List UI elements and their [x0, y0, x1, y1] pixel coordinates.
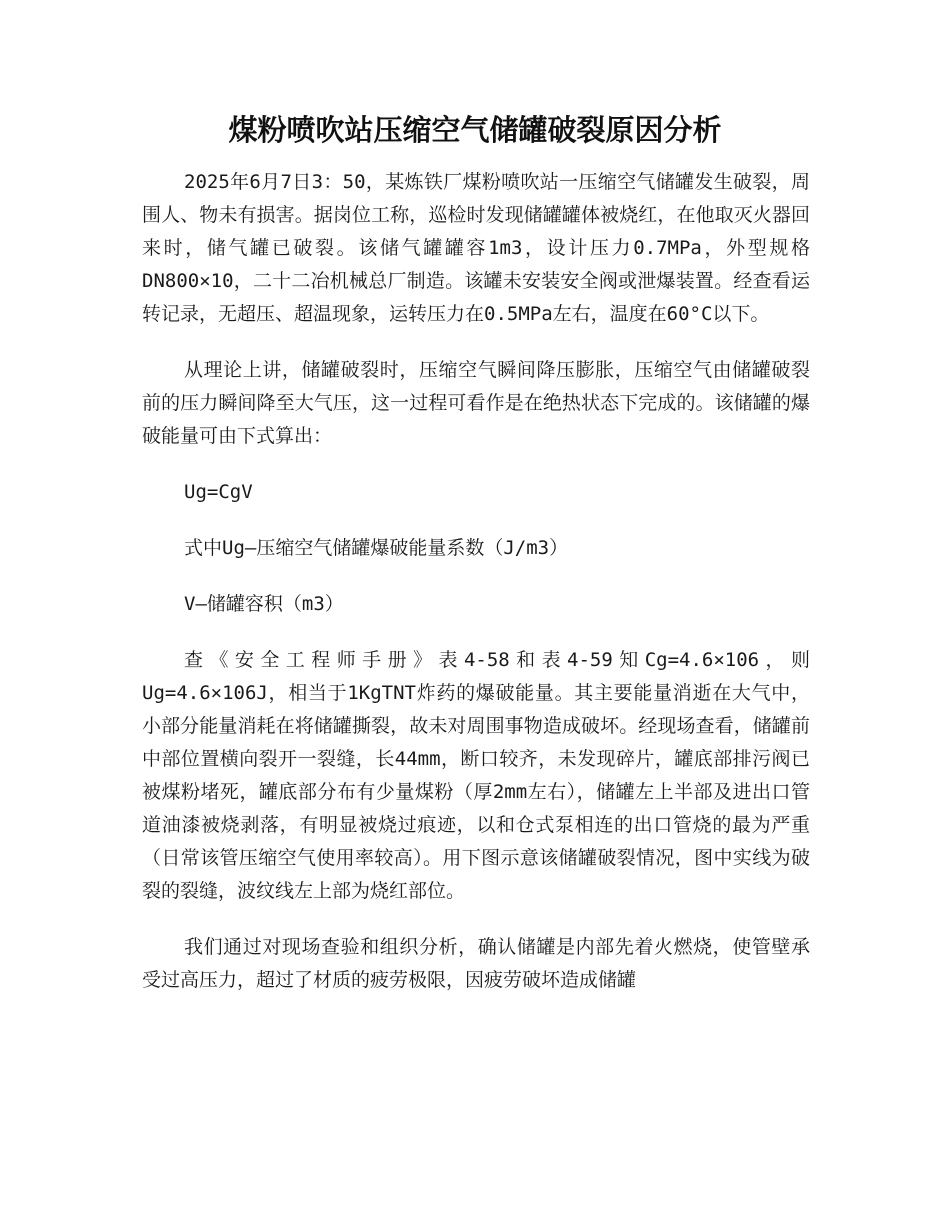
paragraph-incident: 2025年6月7日3：50，某炼铁厂煤粉喷吹站一压缩空气储罐发生破裂，周围人、物未有损害。据岗位工称，巡检时发现储罐罐体被烧红，在他取灭火器回来时，储气罐已破裂。该储气罐罐容1m3，设计压力0.7MPa，外型规格DN800×10，二十二冶机械总厂制造。该罐未安装安全阀或泄爆装置。经查看运转记录，无超压、超温现象，运转压力在0.5MPa左右，温度在60°C以下。: [142, 171, 810, 325]
paragraph-calculation: 查《安全工程师手册》表4-58和表4-59知Cg=4.6×106，则Ug=4.6×106J，相当于1KgTNT炸药的爆破能量。其主要能量消逝在大气中，小部分能量消耗在将储罐撕裂，故未对周围事物造成破坏。经现场查看，储罐前中部位置横向裂开一裂缝，长44mm，断口较齐，未发现碎片，罐底部排污阀已被煤粉堵死，罐底部分布有少量煤粉（厚2mm左右），储罐左上半部及进出口管道油漆被烧剥落，有明显被烧过痕迹，以和仓式泵相连的出口管烧的最为严重（日常该管压缩空气使用率较高）。用下图示意该储罐破裂情况，图中实线为破裂的裂缝，波纹线左上部为烧红部位。: [142, 649, 810, 902]
paragraph-theory: 从理论上讲，储罐破裂时，压缩空气瞬间降压膨胀，压缩空气由储罐破裂前的压力瞬间降至大气压，这一过程可看作是在绝热状态下完成的。该储罐的爆破能量可由下式算出：: [142, 359, 810, 447]
document-body: [142, 166, 810, 1020]
formula-definition-v: V—储罐容积（m3）: [184, 593, 344, 615]
paragraph-conclusion: 我们通过对现场查验和组织分析，确认储罐是内部先着火燃烧，使管壁承受过高压力，超过了材质的疲劳极限，因疲劳破坏造成储罐: [142, 936, 810, 991]
formula-definition-ug: 式中Ug—压缩空气储罐爆破能量系数（J/m3）: [184, 537, 569, 559]
document-title: 煤粉喷吹站压缩空气储罐破裂原因分析: [228, 113, 722, 147]
formula: Ug=CgV: [184, 481, 253, 503]
